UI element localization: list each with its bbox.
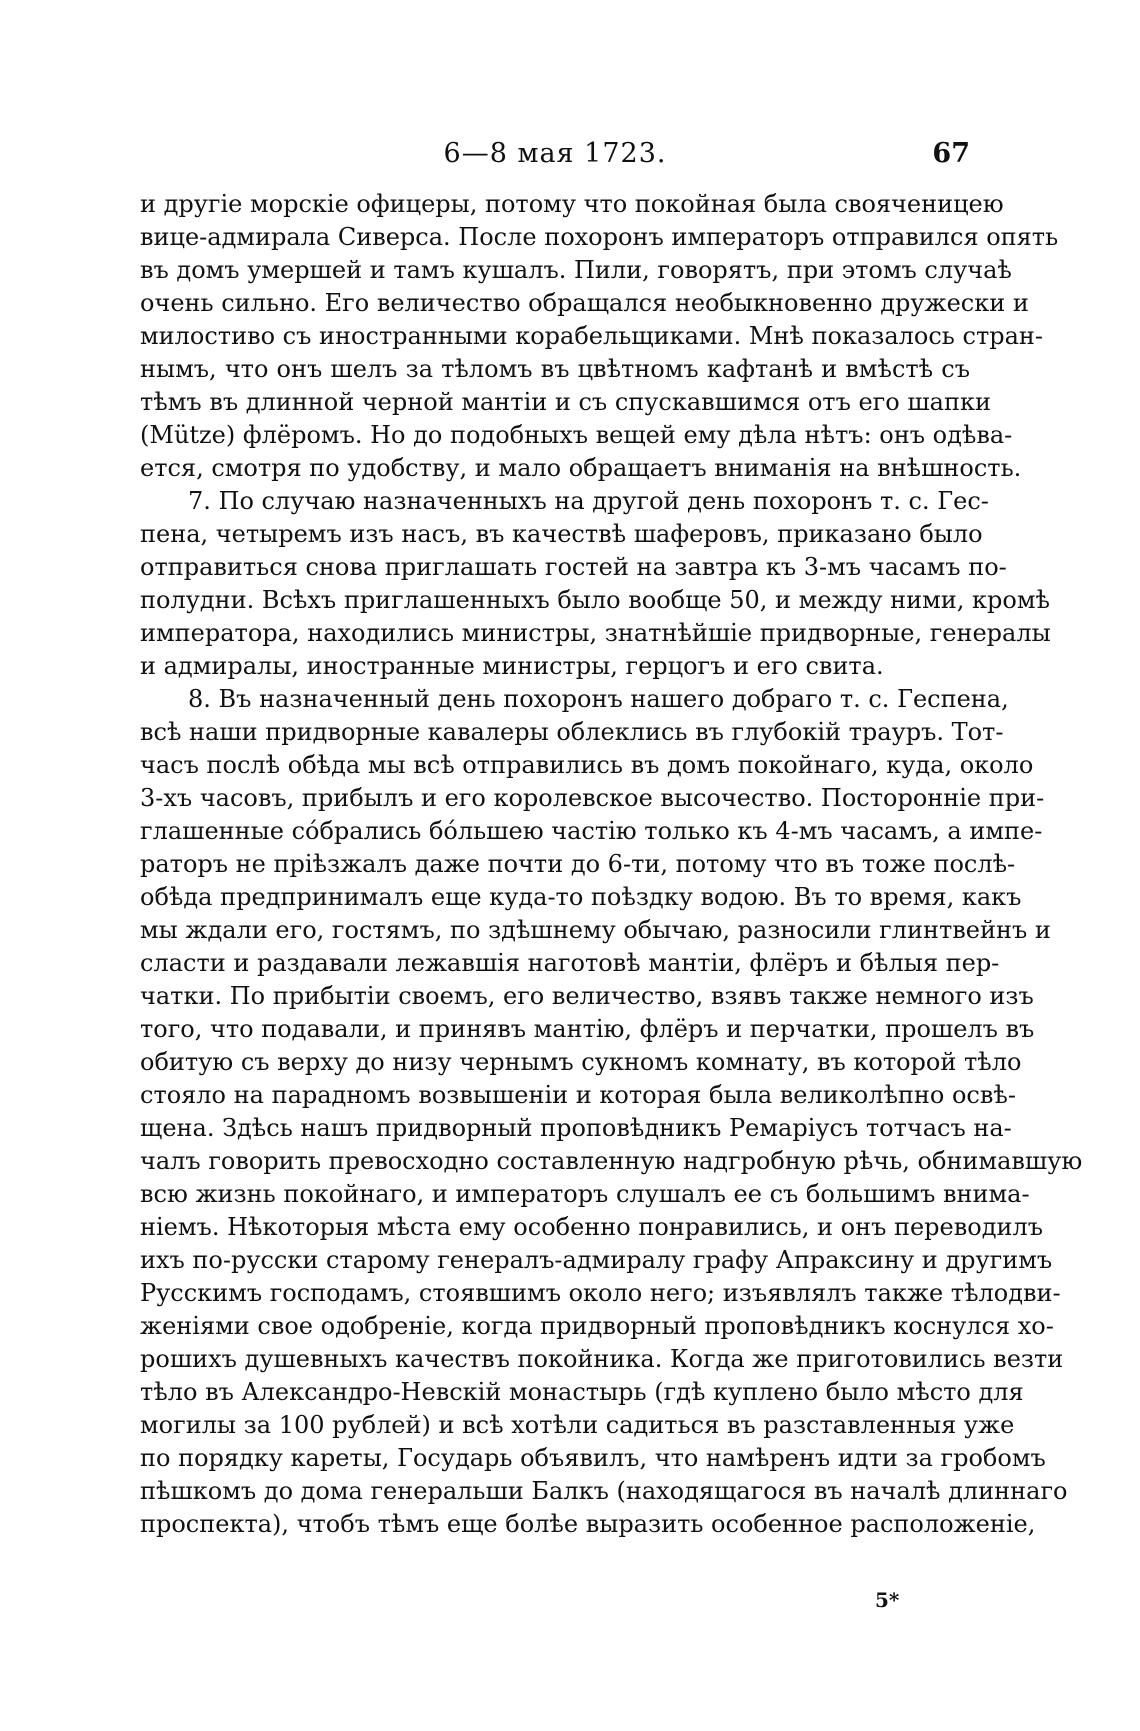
text-line: вице-адмирала Сиверса. После похоронъ императоръ отправился опять [140,223,1059,251]
text-line: глашенные сóбрались бóльшею частію только къ 4-мъ часамъ, а импе- [140,817,1043,845]
running-head [140,138,970,178]
text-line: щена. Здѣсь нашъ придворный проповѣдникъ Ремаріусъ тотчасъ на- [140,1114,1012,1142]
text-line: обитую съ верху до низу чернымъ сукномъ комнату, въ которой тѣло [140,1048,1022,1076]
text-line: того, что подавали, и принявъ мантію, флёръ и перчатки, прошелъ въ [140,1015,1035,1043]
text-line: всю жизнь покойнаго, и императоръ слушалъ ее съ большимъ внима- [140,1180,1030,1208]
text-line: отправиться снова приглашать гостей на завтра къ 3-мъ часамъ по- [140,553,1007,581]
page-title: 6—8 мая 1723. [443,138,667,169]
text-line: сласти и раздавали лежавшія наготовѣ мантіи, флёръ и бѣлыя пер- [140,949,1000,977]
text-line: тѣло въ Александро-Невскій монастырь (гдѣ куплено было мѣсто для [140,1378,1024,1406]
text-line: пѣшкомъ до дома генеральши Балкъ (находящагося въ началѣ длиннаго [140,1477,1068,1505]
text-line: ніемъ. Нѣкоторыя мѣста ему особенно понравились, и онъ переводилъ [140,1213,1043,1241]
text-line: часъ послѣ обѣда мы всѣ отправились въ домъ покойнаго, куда, около [140,751,1034,779]
text-line: чалъ говорить превосходно составленную надгробную рѣчь, обнимавшую [140,1147,1083,1175]
text-line: проспекта), чтобъ тѣмъ еще болѣе выразить особенное расположеніе, [140,1510,1036,1538]
text-line: полудни. Всѣхъ приглашенныхъ было вообще 50, и между ними, кромѣ [140,586,1050,614]
text-line: чатки. По прибытіи своемъ, его величество, взявъ также немного изъ [140,982,1034,1010]
signature-mark: 5* [875,1588,900,1612]
text-line: (Mütze) флёромъ. Но до подобныхъ вещей ему дѣла нѣтъ: онъ одѣва- [140,421,1013,449]
text-line: мы ждали его, гостямъ, по здѣшнему обычаю, разносили глинтвейнъ и [140,916,1051,944]
body-text [140,188,1083,1541]
paragraph-start-line: 7. По случаю назначенныхъ на другой день похоронъ т. с. Гес- [188,487,989,515]
text-line: рошихъ душевныхъ качествъ покойника. Когда же приготовились везти [140,1345,1064,1373]
text-line: пена, четыремъ изъ насъ, въ качествѣ шаферовъ, приказано было [140,520,983,548]
text-line: Русскимъ господамъ, стоявшимъ около него; изъявлялъ также тѣлодви- [140,1279,1061,1307]
text-line: милостиво съ иностранными корабельщиками. Мнѣ показалось стран- [140,322,1043,350]
text-line: нымъ, что онъ шелъ за тѣломъ въ цвѣтномъ кафтанѣ и вмѣстѣ съ [140,355,970,383]
text-line: 3-хъ часовъ, прибылъ и его королевское высочество. Посторонніе при- [140,784,1045,812]
text-line: тѣмъ въ длинной черной мантіи и съ спускавшимся отъ его шапки [140,388,991,416]
text-line: въ домъ умершей и тамъ кушалъ. Пили, говорятъ, при этомъ случаѣ [140,256,1012,284]
text-line: стояло на парадномъ возвышеніи и которая была великолѣпно освѣ- [140,1081,1016,1109]
text-line: и адмиралы, иностранные министры, герцогъ и его свита. [140,652,884,680]
text-line: ется, смотря по удобству, и мало обращаетъ вниманія на внѣшность. [140,454,1022,482]
text-line: и другіе морскіе офицеры, потому что покойная была свояченицею [140,190,1004,218]
text-line: императора, находились министры, знатнѣйшіе придворные, генералы [140,619,1051,647]
paragraph-start-line: 8. Въ назначенный день похоронъ нашего добраго т. с. Геспена, [188,685,1009,713]
text-line: обѣда предпринималъ еще куда-то поѣздку водою. Въ то время, какъ [140,883,1022,911]
text-line: очень сильно. Его величество обращался необыкновенно дружески и [140,289,1029,317]
text-line: раторъ не пріѣзжалъ даже почти до 6-ти, потому что въ тоже послѣ- [140,850,1016,878]
text-line: женіями свое одобреніе, когда придворный проповѣдникъ коснулся хо- [140,1312,1054,1340]
text-line: по порядку кареты, Государь объявилъ, что намѣренъ идти за гробомъ [140,1444,1046,1472]
page-number: 67 [932,138,970,169]
text-line: могилы за 100 рублей) и всѣ хотѣли садиться въ разставленныя уже [140,1411,1015,1439]
text-line: ихъ по-русски старому генералъ-адмиралу графу Апраксину и другимъ [140,1246,1053,1274]
text-line: всѣ наши придворные кавалеры облеклись въ глубокій трауръ. Тот- [140,718,1004,746]
